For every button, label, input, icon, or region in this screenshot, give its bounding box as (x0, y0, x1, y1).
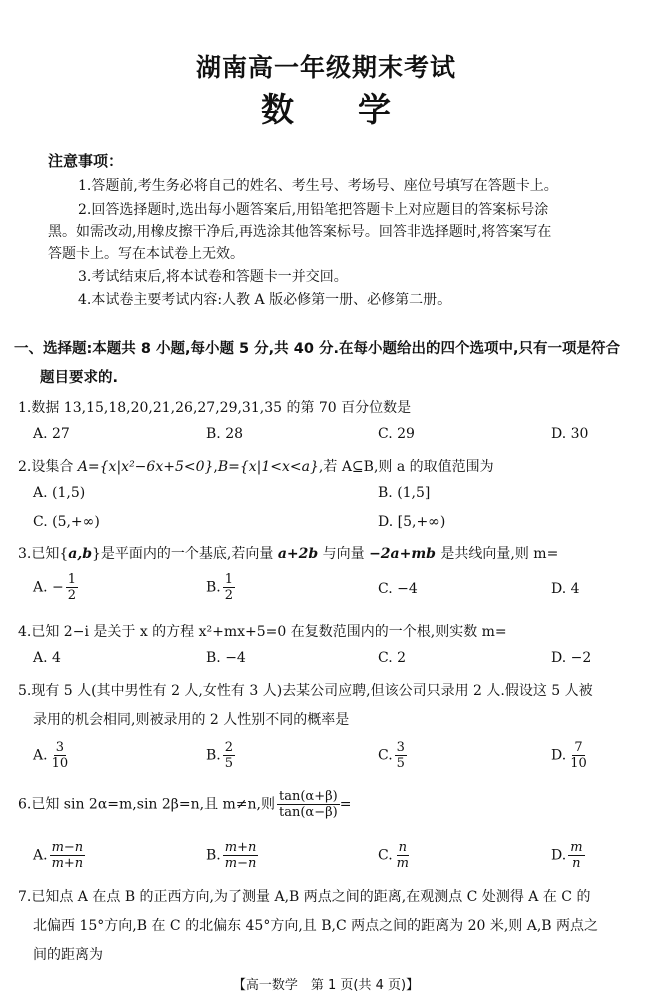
q3-basis: a,b (68, 546, 92, 562)
fraction-denominator: n (572, 856, 581, 871)
fraction-numerator: n (398, 840, 408, 855)
fraction-numerator: 2 (224, 740, 234, 755)
q2-option-d: D. [5,+∞) (378, 514, 446, 530)
question-7-line-2: 北偏西 15°方向,B 在 C 的北偏东 45°方向,且 B,C 两点之间的距离为 20 米,则 A,B 两点之 (33, 918, 599, 934)
fraction-denominator: tan(α−β) (279, 805, 338, 820)
fraction-numerator: 1 (67, 572, 77, 587)
notice-heading: 注意事项： (48, 152, 124, 170)
q5-option-c (378, 740, 407, 771)
fraction-denominator: 10 (570, 756, 587, 771)
q5-option-b (206, 740, 235, 771)
q6-stem-b: = (339, 796, 352, 813)
fraction-numerator: m (570, 840, 583, 855)
q2-mid: , (213, 459, 218, 475)
q5-option-b-fraction (223, 740, 235, 771)
question-3-stem (18, 543, 558, 563)
q3-option-a-fraction (66, 572, 78, 603)
q5-option-d-fraction (568, 740, 589, 771)
fraction-numerator: 3 (55, 740, 64, 755)
notice-line-3: 黑。如需改动,用橡皮擦干净后,再选涂其他答案标号。回答非选择题时,将答案写在 (48, 224, 552, 240)
question-7-line-3: 间的距离为 (33, 947, 103, 963)
q5-option-c-label: C. (378, 747, 393, 764)
q3-stem-b: }是平面内的一个基底,若向量 (92, 546, 278, 562)
q3-stem-d: 是共线向量,则 m= (435, 546, 559, 562)
q5-option-b-label: B. (206, 747, 221, 764)
notice-line-4: 答题卡上。写在本试卷上无效。 (48, 246, 244, 262)
q4-option-d: D. −2 (551, 650, 592, 666)
fraction-denominator: 5 (224, 756, 234, 771)
q6-option-b-fraction (223, 840, 259, 871)
q6-stem-fraction (277, 789, 340, 820)
fraction-numerator: 3 (396, 740, 405, 755)
notice-line-2: 2.回答选择题时,选出每小题答案后,用铅笔把答题卡上对应题目的答案标号涂 (78, 202, 549, 218)
q2-option-b: B. (1,5] (378, 485, 431, 501)
fraction-denominator: m (396, 856, 409, 871)
exam-title: 湖南高一年级期末考试 (195, 53, 456, 82)
q6-option-c-fraction (395, 840, 411, 871)
q3-option-c: C. −4 (378, 581, 418, 597)
q2-option-a: A. (1,5) (33, 485, 86, 501)
question-5-line-2: 录用的机会相同,则被录用的 2 人性别不同的概率是 (33, 712, 350, 728)
q1-option-a: A. 27 (33, 426, 70, 442)
q6-stem-a: 6.已知 sin 2α=m,sin 2β=n,且 m≠n,则 (18, 796, 276, 813)
q3-option-b-fraction (223, 572, 235, 603)
q1-option-b: B. 28 (206, 426, 244, 442)
q6-option-a-fraction (50, 840, 86, 871)
question-4-stem: 4.已知 2−i 是关于 x 的方程 x²+mx+5=0 在复数范围内的一个根,则实数 m= (18, 624, 507, 640)
section-heading-line-1: 一、选择题:本题共 8 小题,每小题 5 分,共 40 分.在每小题给出的四个选项中,只有一项是符合 (14, 341, 620, 357)
page-footer: 【高一数学 第 1 页(共 4 页)】 (232, 978, 420, 993)
fraction-denominator: 5 (396, 756, 405, 771)
q2-stem-a: 2.设集合 (18, 459, 78, 475)
q3-vector-1: a+2b (277, 546, 319, 562)
q5-option-a-label: A. (33, 747, 48, 764)
fraction-denominator: 10 (51, 756, 69, 771)
q5-option-c-fraction (395, 740, 407, 771)
question-7-line-1: 7.已知点 A 在点 B 的正西方向,为了测量 A,B 两点之间的距离,在观测点 C 处测得 A 在 C 的 (18, 889, 591, 905)
q5-option-a (33, 740, 70, 771)
q3-vector-2: −2a+mb (369, 546, 436, 562)
q3-option-b-label: B. (206, 579, 221, 596)
q2-set-b: B={x|1<x<a} (217, 459, 319, 475)
fraction-denominator: m+n (51, 856, 84, 871)
q6-option-b (206, 840, 258, 871)
q6-option-a (33, 840, 85, 871)
q5-option-a-fraction (50, 740, 71, 771)
q2-set-a: A={x|x²−6x+5<0} (77, 459, 214, 475)
q4-option-a: A. 4 (33, 650, 61, 666)
q6-option-a-label: A. (33, 847, 48, 864)
fraction-numerator: m−n (51, 840, 84, 855)
fraction-denominator: 2 (224, 588, 234, 603)
q5-option-d-label: D. (551, 747, 567, 764)
notice-line-5: 3.考试结束后,将本试卷和答题卡一并交回。 (78, 269, 348, 285)
q5-option-d (551, 740, 589, 771)
q3-option-a (33, 572, 78, 603)
q6-option-d (551, 840, 585, 871)
subject-char-1: 数 (261, 90, 294, 129)
question-2-stem (18, 456, 494, 476)
q1-option-d: D. 30 (551, 426, 589, 442)
fraction-numerator: 1 (224, 572, 234, 587)
q3-option-a-label: A. − (33, 579, 64, 596)
q3-option-b (206, 572, 235, 603)
fraction-denominator: m−n (224, 856, 257, 871)
question-1-stem: 1.数据 13,15,18,20,21,26,27,29,31,35 的第 70 百分位数是 (18, 400, 412, 416)
q6-option-d-label: D. (551, 847, 567, 864)
fraction-numerator: tan(α+β) (279, 789, 338, 804)
q2-option-c: C. (5,+∞) (33, 514, 100, 530)
question-5-line-1: 5.现有 5 人(其中男性有 2 人,女性有 3 人)去某公司应聘,但该公司只录用 2 人.假设这 5 人被 (18, 683, 593, 699)
q4-option-b: B. −4 (206, 650, 246, 666)
q6-option-b-label: B. (206, 847, 221, 864)
q4-option-c: C. 2 (378, 650, 407, 666)
q3-option-d: D. 4 (551, 581, 580, 597)
q2-stem-b: ,若 A⊆B,则 a 的取值范围为 (318, 459, 494, 475)
question-6-stem (18, 789, 351, 820)
fraction-numerator: m+n (224, 840, 257, 855)
section-heading-line-2: 题目要求的. (40, 370, 119, 386)
q6-option-c-label: C. (378, 847, 393, 864)
fraction-denominator: 2 (67, 588, 77, 603)
q6-option-d-fraction (568, 840, 584, 871)
subject-char-2: 学 (358, 90, 391, 129)
q1-option-c: C. 29 (378, 426, 415, 442)
q3-stem-c: 与向量 (318, 546, 370, 562)
q3-stem-a: 3.已知{ (18, 546, 69, 562)
notice-line-6: 4.本试卷主要考试内容:人教 A 版必修第一册、必修第二册。 (78, 292, 452, 308)
q6-option-c (378, 840, 411, 871)
subject-title (0, 84, 652, 131)
fraction-numerator: 7 (574, 740, 583, 755)
notice-line-1: 1.答题前,考生务必将自己的姓名、考生号、考场号、座位号填写在答题卡上。 (78, 178, 558, 194)
